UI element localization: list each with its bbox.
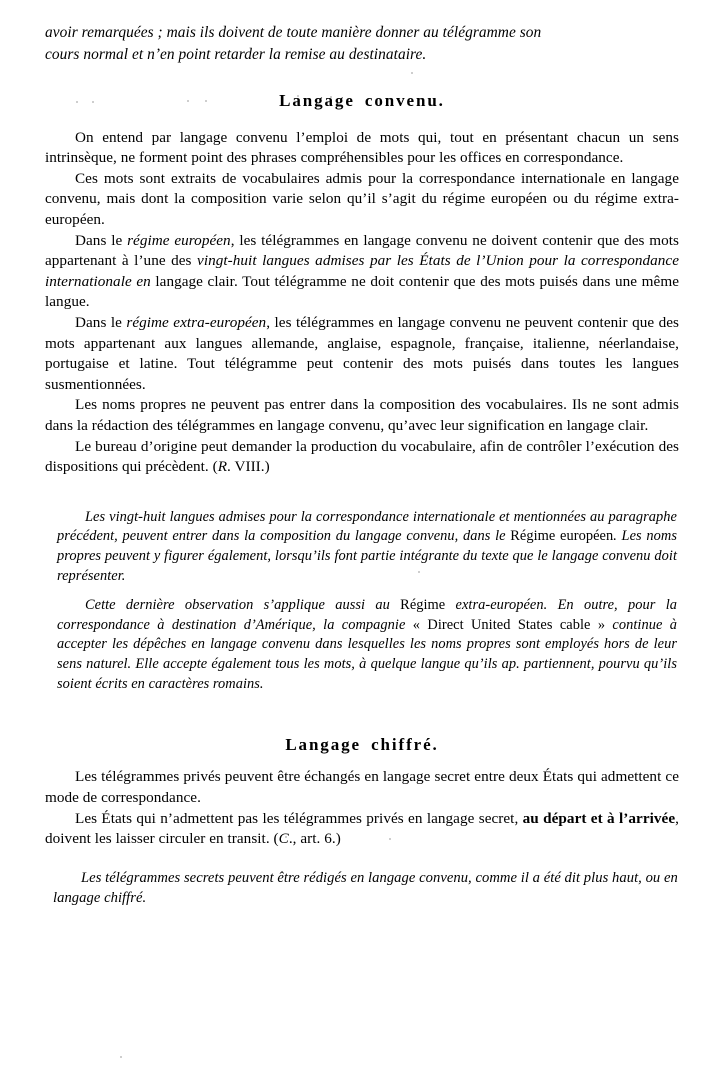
term-regime-europeen: Régime européen (510, 528, 614, 545)
text-fragment: ., art. 6.) (288, 830, 341, 848)
text-fragment: . Les noms propres peuvent y figurer également, lorsqu’ils font partie intégrante du texte que le langage convenu doit représenter. (57, 528, 677, 585)
paragraph-noms-propres: Les noms propres ne peuvent pas entrer dans la composition des vocabulaires. Ils ne sont admis dans la rédaction des télégrammes en langage convenu, qu’avec leur signification en langage clair. (45, 396, 679, 434)
company-name-direct-united-states-cable: « Direct United States cable » (412, 616, 606, 633)
note-direct-united-states-cable (57, 596, 677, 695)
text-fragment: Les vingt-huit langues admises pour la correspondance internationale et mentionnées au paragraphe précédent, peuvent entrer dans la composition du langage convenu, dans le (57, 508, 677, 545)
spacer (45, 695, 679, 735)
paragraph-telegrammes-prives: Les télégrammes privés peuvent être échangés en langage secret entre deux États qui admettent ce mode de correspondance. (45, 768, 679, 807)
text-fragment: Dans le (75, 231, 128, 249)
term-regime: Régime (400, 596, 446, 613)
section-heading-langage-convenu: Langage convenu. (279, 91, 445, 110)
reference-code-c: C (278, 830, 289, 848)
paragraph-vocabularies: Ces mots sont extraits de vocabulaires admis pour la correspondance internationale en langage convenu, mais dont la composition varie selon qu’il s’agit du régime européen ou du régime extra-européen. (45, 169, 679, 228)
note-telegrammes-secrets: Les télégrammes secrets peuvent être rédigés en langage convenu, comme il a été dit plus haut, ou en langage chiffré. (53, 869, 678, 907)
section-heading-langage-chiffre: Langage chiffré. (285, 734, 439, 754)
text-fragment: , les télégrammes en langage convenu ne peuvent contenir que des mots appartenant aux langues allemande, anglaise, espagnole, française, italienne, néerlandaise, portugaise et latine. Tout télégramme peut contenir des mots puisés dans toutes les langues susmentionnées. (45, 313, 680, 393)
text-fragment: Cette dernière observation s’applique aussi au (85, 596, 401, 613)
text-fragment: continue à accepter les dépêches en langage convenu dans lesquelles les noms propres sont employés hors de leur sens naturel. Elle accepte également tous les mots, à quelque langue qu’ils ap. partiennent, pourvu qu’ils soient écrits en caractères romains. (57, 616, 677, 693)
text-fragment: , doivent les laisser circuler en transit. ( (45, 809, 679, 848)
text-column (45, 22, 679, 908)
runon-line-1: avoir remarquées ; mais ils doivent de toute manière donner au télégramme son (45, 24, 542, 41)
emphasis-vingt-huit-langues: vingt-huit langues admises par les États de l’Union pour la correspondance internationale en (45, 252, 680, 290)
paragraph-regime-extra-europeen (45, 313, 679, 395)
runon-line-2: cours normal et n’en point retarder la remise au destinataire. (45, 45, 427, 63)
spacer (45, 850, 679, 868)
spacer (45, 587, 679, 596)
reference-code-r: R (217, 458, 228, 476)
text-fragment: . VIII.) (227, 458, 270, 476)
text-fragment: , les télégrammes en langage convenu ne doivent contenir que des mots appartenant à l’une des (45, 231, 680, 270)
text-fragment: extra-européen. En outre, pour la correspondance à destination d’Amérique, la compagnie (57, 596, 677, 633)
emphasis-regime-extra-europeen: régime extra-européen (126, 313, 267, 331)
emphasis-regime-europeen: régime européen (127, 231, 231, 249)
paragraph-definition: On entend par langage convenu l’emploi de mots qui, tout en présentant chacun un sens intrinsèque, ne forment point des phrases compréhensibles pour les offices en correspondance. (45, 128, 679, 167)
paragraph-etats-transit (45, 809, 679, 850)
text-fragment: langage clair. Tout télégramme ne doit contenir que des mots puisés dans une même langue. (45, 272, 679, 311)
runon-paragraph (45, 22, 679, 65)
spacer (45, 755, 679, 767)
text-fragment: Le bureau d’origine peut demander la production du vocabulaire, afin de contrôler l’exécution des dispositions qui précèdent. ( (45, 437, 679, 476)
spacer (45, 478, 679, 508)
note-vingt-huit-langues (57, 508, 677, 587)
text-fragment: Les États qui n’admettent pas les télégrammes privés en langage secret, (75, 809, 523, 827)
spacer (45, 65, 679, 91)
emphasis-au-depart-arrivee: au départ et à l’arrivée (522, 809, 676, 827)
scan-speckle (120, 1056, 122, 1058)
spacer (45, 112, 679, 128)
text-fragment: Dans le (75, 313, 127, 331)
paragraph-bureau-origine (45, 437, 679, 478)
paragraph-regime-europeen (45, 231, 679, 313)
